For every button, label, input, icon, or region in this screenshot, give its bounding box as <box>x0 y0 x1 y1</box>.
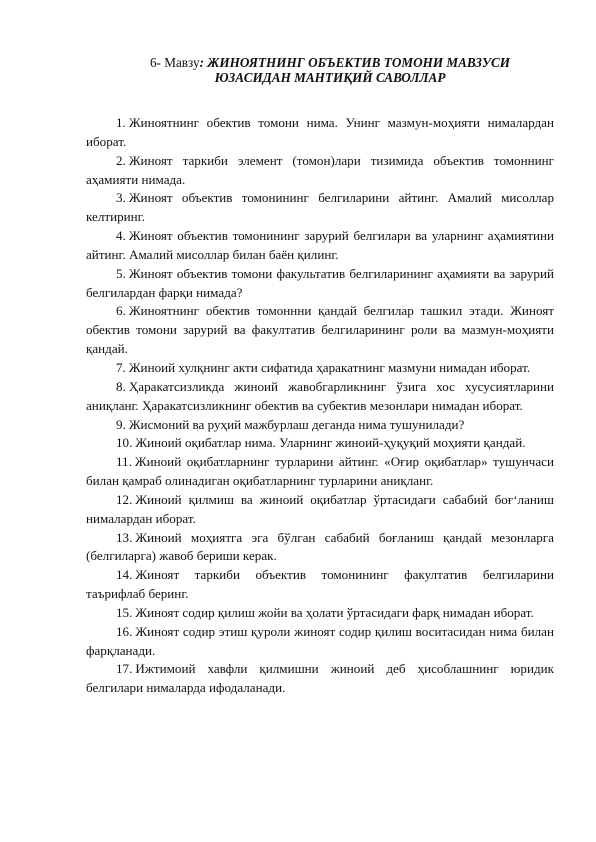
question-text: Жиноят таркиби элемент (томон)лари тизимида объектив томоннинг аҳамияти нимада. <box>86 152 554 187</box>
question-item <box>86 566 554 604</box>
question-number: 6. <box>116 303 126 319</box>
question-list <box>86 114 554 698</box>
question-item <box>86 416 554 435</box>
question-item <box>86 114 554 152</box>
question-number: 13. <box>116 529 133 545</box>
question-text: Жиноят объектив томонининг белгиларини айтинг. Амалий мисоллар келтиринг. <box>86 190 554 225</box>
question-item <box>86 227 554 265</box>
question-item <box>86 604 554 623</box>
question-item <box>86 265 554 303</box>
question-item <box>86 302 554 359</box>
question-number: 17. <box>116 661 133 677</box>
question-text: Жиноий оқибатларнинг турларини айтинг. «Оғир оқибатлар» тушунчаси билан қамраб олинадиган оқибатларнинг турларини аниқланг. <box>86 454 554 489</box>
question-item <box>86 529 554 567</box>
question-number: 15. <box>116 604 133 620</box>
question-text: Жиноят объектив томони факультатив белгиларининг аҳамияти ва зарурий белгилардан фарқи нимада? <box>86 265 554 300</box>
question-text: Ижтимоий хавфли қилмишни жиноий деб ҳисоблашнинг юридик белгилари нималарда ифодаланади. <box>86 661 554 696</box>
question-number: 2. <box>116 152 126 168</box>
question-text: Жисмоний ва руҳий мажбурлаш деганда нима тушунилади? <box>128 416 465 432</box>
question-item <box>86 660 554 698</box>
question-number: 14. <box>116 567 133 583</box>
question-item <box>86 453 554 491</box>
question-text: Жиноят содир қилиш жойи ва ҳолати ўртасидаги фарқ нимадан иборат. <box>135 604 534 620</box>
question-text: Жиноятнинг обектив томоннни қандай белгилар ташкил этади. Жиноят обектив томони зарурий ва факултатив белгиларининг роли ва мазмун-моҳияти қандай. <box>86 303 554 357</box>
question-number: 3. <box>116 190 126 206</box>
question-number: 16. <box>116 623 133 639</box>
question-text: Жиноятнинг обектив томони нима. Унинг мазмун-моҳияти нималардан иборат. <box>86 115 554 149</box>
question-item <box>86 378 554 416</box>
topic-number: 6- Мавзу <box>149 55 200 70</box>
question-text: Жиноий моҳиятга эга бўлган сабабий боғланиш қандай мезонларга (белгиларга) жавоб бериши керак. <box>86 529 554 564</box>
heading-line-1 <box>96 55 564 70</box>
question-item <box>86 152 554 190</box>
question-item <box>86 623 554 661</box>
question-text: Жиноят содир этиш қуроли жиноят содир қилиш воситасидан нима билан фарқланади. <box>86 623 554 658</box>
question-text: Жиноий хулқнинг акти сифатида ҳаракатнинг мазмуни нимадан иборат. <box>128 359 531 375</box>
question-item <box>86 491 554 529</box>
question-number: 8. <box>116 378 126 394</box>
question-text: Жиноий қилмиш ва жиноий оқибатлар ўртасидаги сабабий боғ‘ланиш нималардан иборат. <box>86 491 554 526</box>
question-item <box>86 359 554 378</box>
question-text: Жиноий оқибатлар нима. Уларнинг жиноий-ҳуқуқий моҳияти қандай. <box>135 435 526 451</box>
question-number: 4. <box>116 228 126 244</box>
question-number: 1. <box>116 115 126 130</box>
question-text: Ҳаракатсизликда жиноий жавобгарликнинг ўзига хос хусусиятларини аниқланг. Ҳаракатсизликнинг обектив ва субектив мезонлари нимадан иборат. <box>86 378 554 413</box>
topic-title-part-2: ЮЗАСИДАН МАНТИҚИЙ САВОЛЛАР <box>214 70 446 85</box>
question-number: 5. <box>116 265 126 281</box>
question-text: Жиноят таркиби объектив томонининг факултатив белгиларини таърифлаб беринг. <box>86 567 554 602</box>
question-number: 7. <box>116 359 126 375</box>
question-number: 9. <box>116 416 126 432</box>
question-number: 12. <box>116 491 133 507</box>
question-number: 10. <box>116 435 133 451</box>
page-heading <box>96 55 564 85</box>
question-item <box>86 434 554 453</box>
question-number: 11. <box>116 454 132 470</box>
topic-title-part-1: : ЖИНОЯТНИНГ ОБЪЕКТИВ ТОМОНИ МАВЗУСИ <box>199 55 511 70</box>
question-item <box>86 189 554 227</box>
question-text: Жиноят объектив томонининг зарурий белгилари ва уларнинг аҳамиятини айтинг. Амалий мисоллар билан баён қилинг. <box>86 228 554 262</box>
